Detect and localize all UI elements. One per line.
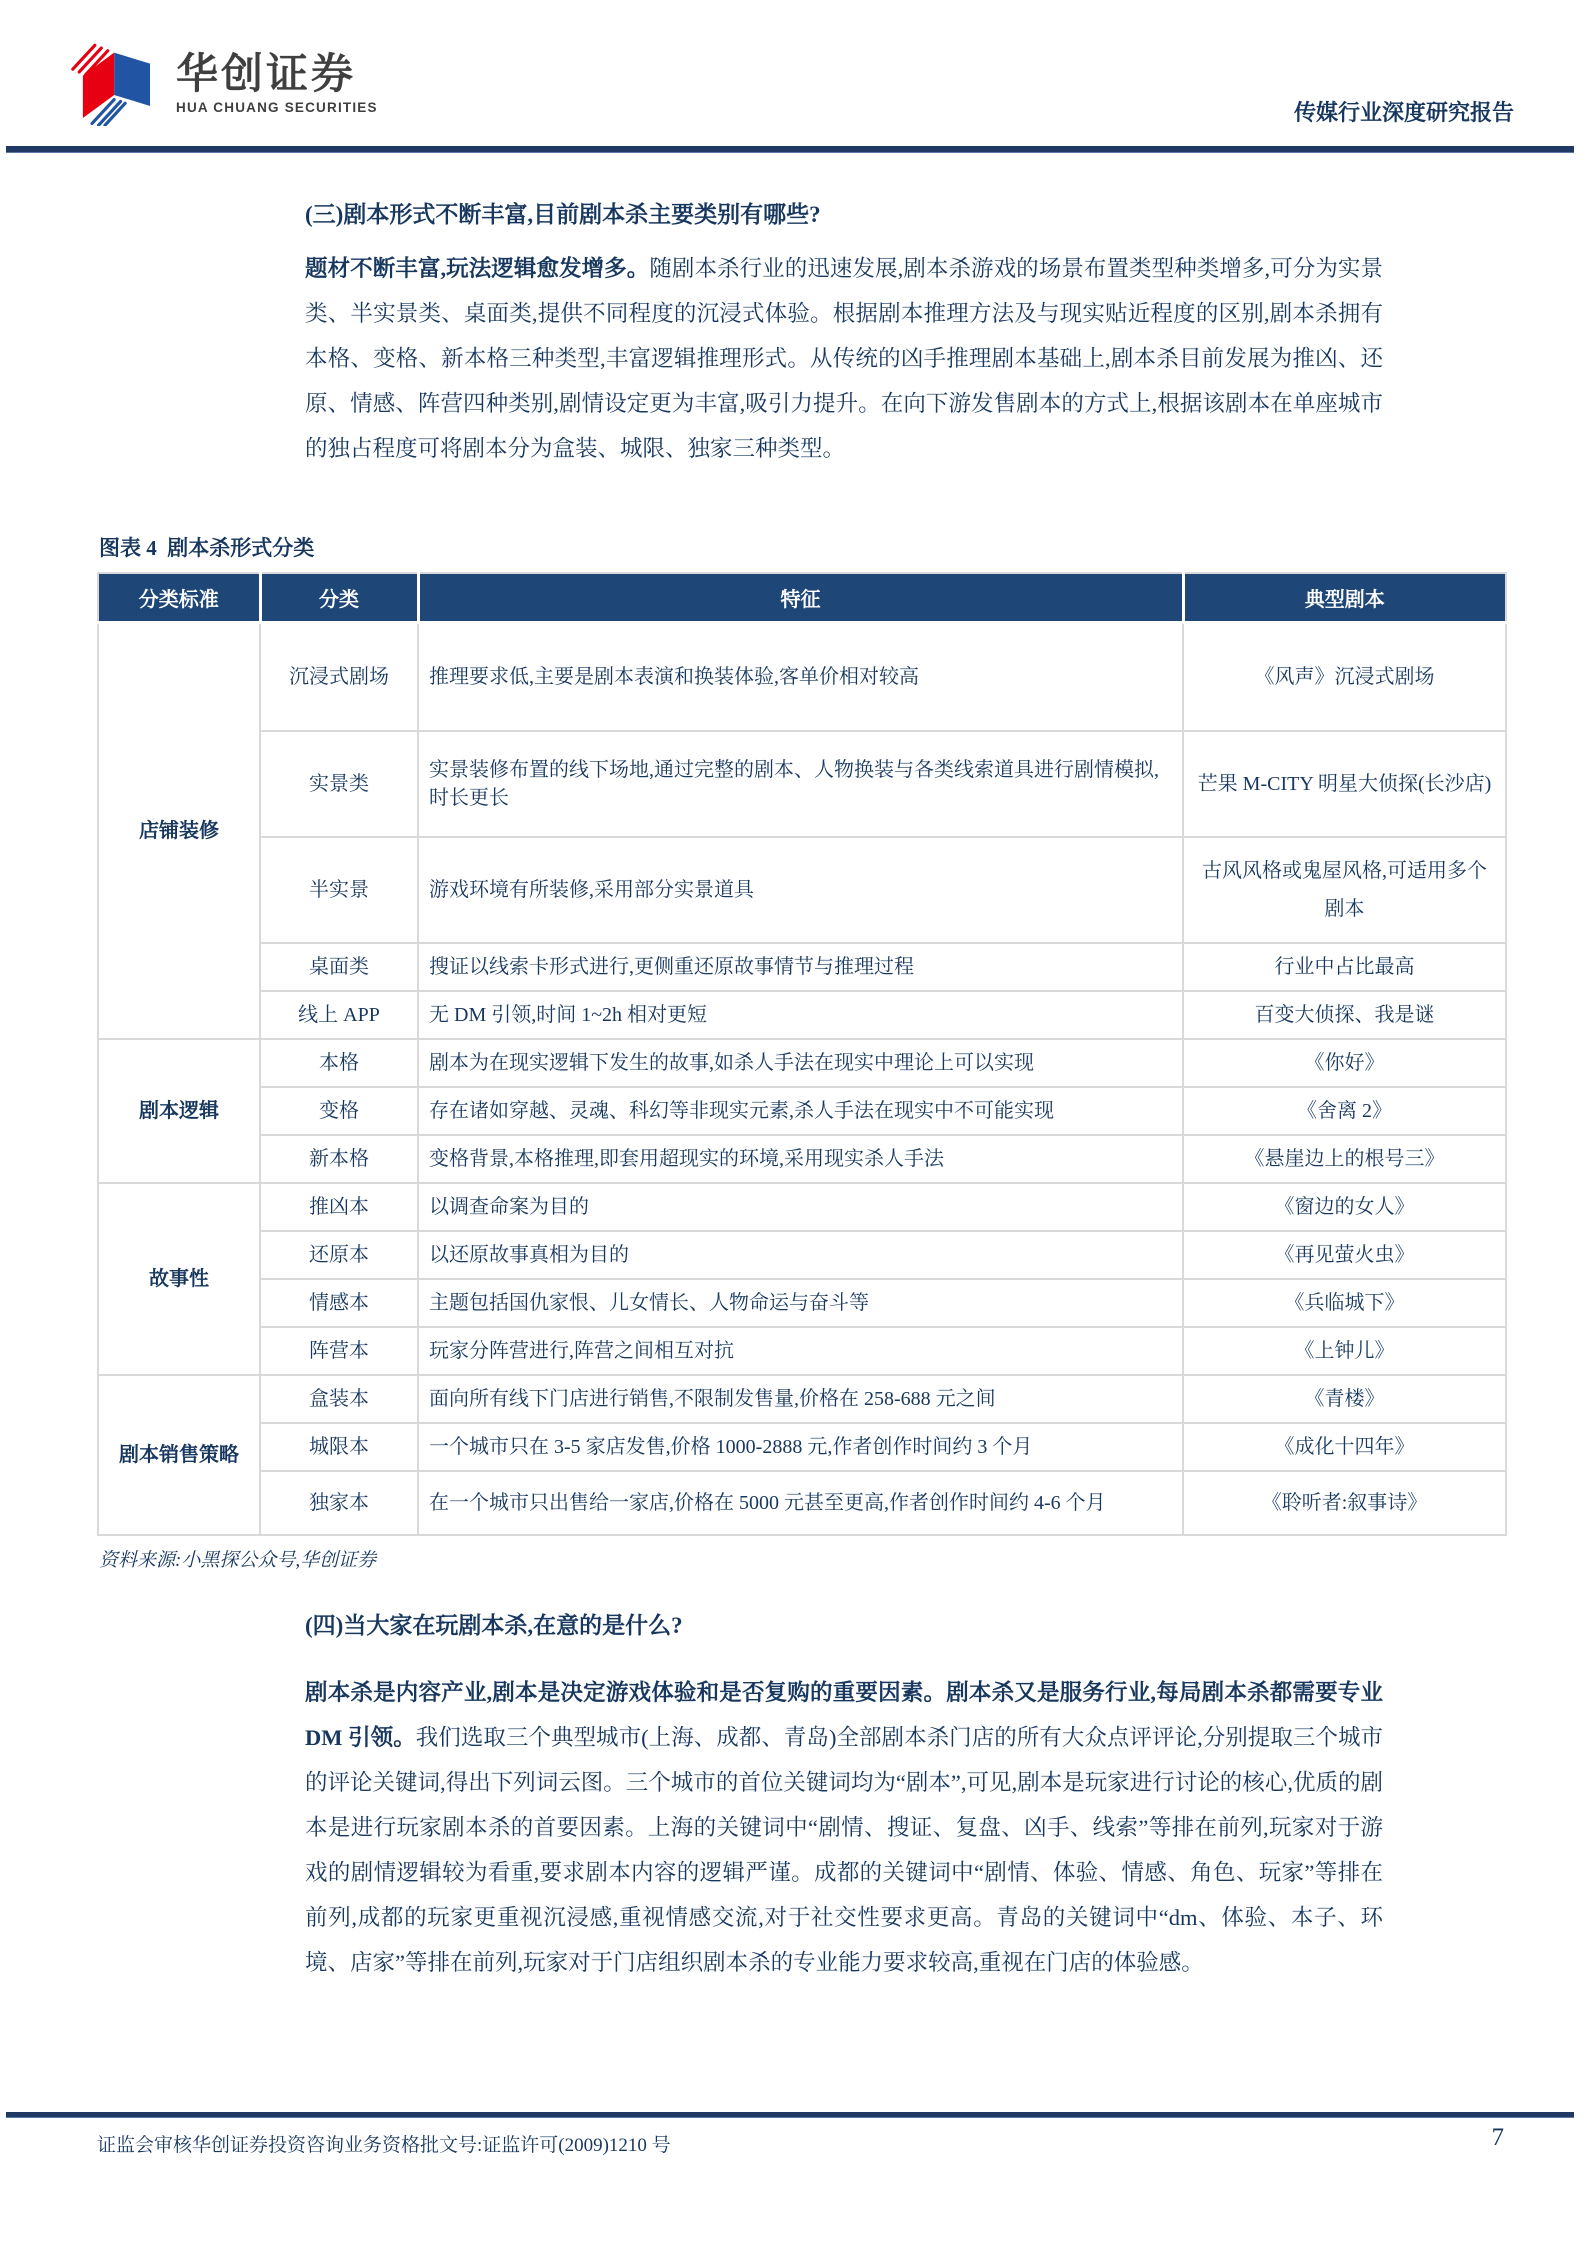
table-row	[98, 991, 1506, 1039]
category-cell: 实景类	[260, 731, 418, 837]
feature-cell: 在一个城市只出售给一家店,价格在 5000 元甚至更高,作者创作时间约 4-6 个月	[418, 1471, 1183, 1535]
category-cell: 还原本	[260, 1231, 418, 1279]
feature-cell: 存在诸如穿越、灵魂、科幻等非现实元素,杀人手法在现实中不可能实现	[418, 1087, 1183, 1135]
typical-cell: 百变大侦探、我是谜	[1183, 991, 1506, 1039]
feature-cell: 实景装修布置的线下场地,通过完整的剧本、人物换装与各类线索道具进行剧情模拟,时长更长	[418, 731, 1183, 837]
typical-cell: 古风风格或鬼屋风格,可适用多个剧本	[1183, 837, 1506, 943]
table-row	[98, 1423, 1506, 1471]
typical-cell: 《你好》	[1183, 1039, 1506, 1087]
category-cell: 情感本	[260, 1279, 418, 1327]
table-row	[98, 1231, 1506, 1279]
col-header-feature: 特征	[418, 573, 1183, 623]
section-3-lead: 题材不断丰富,玩法逻辑愈发增多。	[305, 256, 650, 281]
typical-cell: 《舍离 2》	[1183, 1087, 1506, 1135]
feature-cell: 推理要求低,主要是剧本表演和换装体验,客单价相对较高	[418, 623, 1183, 732]
feature-cell: 一个城市只在 3-5 家店发售,价格 1000-2888 元,作者创作时间约 3 个月	[418, 1423, 1183, 1471]
feature-cell: 剧本为在现实逻辑下发生的故事,如杀人手法在现实中理论上可以实现	[418, 1039, 1183, 1087]
typical-cell: 《兵临城下》	[1183, 1279, 1506, 1327]
category-cell: 沉浸式剧场	[260, 623, 418, 732]
table-row	[98, 1183, 1506, 1231]
script-kill-classification-table	[97, 572, 1507, 1536]
group-label-cell: 剧本销售策略	[98, 1375, 260, 1535]
section-4-heading: (四)当大家在玩剧本杀,在意的是什么?	[305, 1613, 683, 1638]
header-divider	[6, 146, 1574, 153]
typical-cell: 《悬崖边上的根号三》	[1183, 1135, 1506, 1183]
table-row	[98, 1375, 1506, 1423]
category-cell: 独家本	[260, 1471, 418, 1535]
feature-cell: 以调查命案为目的	[418, 1183, 1183, 1231]
company-logo	[70, 40, 378, 126]
typical-cell: 《风声》沉浸式剧场	[1183, 623, 1506, 732]
figure-4-block	[97, 532, 1505, 1572]
table-row	[98, 1135, 1506, 1183]
table-row	[98, 731, 1506, 837]
table-row	[98, 1471, 1506, 1535]
typical-cell: 《再见萤火虫》	[1183, 1231, 1506, 1279]
group-label-cell: 店铺装修	[98, 623, 260, 1040]
table-row	[98, 623, 1506, 732]
feature-cell: 游戏环境有所装修,采用部分实景道具	[418, 837, 1183, 943]
table-row	[98, 1327, 1506, 1375]
feature-cell: 玩家分阵营进行,阵营之间相互对抗	[418, 1327, 1183, 1375]
source-note: 资料来源:小黑探公众号,华创证券	[99, 1550, 377, 1571]
category-cell: 阵营本	[260, 1327, 418, 1375]
page-number: 7	[1491, 2124, 1504, 2151]
category-cell: 推凶本	[260, 1183, 418, 1231]
group-label-cell: 故事性	[98, 1183, 260, 1375]
typical-cell: 行业中占比最高	[1183, 943, 1506, 991]
table-row	[98, 943, 1506, 991]
table-row	[98, 1279, 1506, 1327]
section-4-lead: 剧本杀是内容产业,剧本是决定游戏体验和是否复购的重要因素。剧本杀又是服务行业,每局剧本杀都需要专业 DM 引领。	[305, 1680, 1383, 1750]
col-header-standard: 分类标准	[98, 573, 260, 623]
feature-cell: 变格背景,本格推理,即套用超现实的环境,采用现实杀人手法	[418, 1135, 1183, 1183]
category-cell: 线上 APP	[260, 991, 418, 1039]
feature-cell: 无 DM 引领,时间 1~2h 相对更短	[418, 991, 1183, 1039]
section-3-heading: (三)剧本形式不断丰富,目前剧本杀主要类别有哪些?	[305, 202, 821, 227]
feature-cell: 主题包括国仇家恨、儿女情长、人物命运与奋斗等	[418, 1279, 1183, 1327]
feature-cell: 搜证以线索卡形式进行,更侧重还原故事情节与推理过程	[418, 943, 1183, 991]
typical-cell: 《上钟儿》	[1183, 1327, 1506, 1375]
footer-divider	[6, 2112, 1574, 2118]
table-row	[98, 837, 1506, 943]
typical-cell: 芒果 M-CITY 明星大侦探(长沙店)	[1183, 731, 1506, 837]
category-cell: 新本格	[260, 1135, 418, 1183]
section-3-paragraph	[305, 246, 1383, 471]
section-3-body: 随剧本杀行业的迅速发展,剧本杀游戏的场景布置类型种类增多,可分为实景类、半实景类、桌面类,提供不同程度的沉浸式体验。根据剧本推理方法及与现实贴近程度的区别,剧本杀拥有本格、变格、新本格三种类型,丰富逻辑推理形式。从传统的凶手推理剧本基础上,剧本杀目前发展为推凶、还原、情感、阵营四种类别,剧情设定更为丰富,吸引力提升。在向下游发售剧本的方式上,根据该剧本在单座城市的独占程度可将剧本分为盒装、城限、独家三种类型。	[305, 256, 1383, 461]
footer-license-text: 证监会审核华创证券投资咨询业务资格批文号:证监许可(2009)1210 号	[97, 2135, 671, 2156]
category-cell: 城限本	[260, 1423, 418, 1471]
logo-cube-icon	[70, 40, 162, 126]
figure-caption: 图表 4 剧本杀形式分类	[99, 536, 315, 560]
table-row	[98, 1087, 1506, 1135]
report-type-label: 传媒行业深度研究报告	[1293, 100, 1514, 125]
col-header-typical: 典型剧本	[1183, 573, 1506, 623]
typical-cell: 《成化十四年》	[1183, 1423, 1506, 1471]
section-4-body: 我们选取三个典型城市(上海、成都、青岛)全部剧本杀门店的所有大众点评评论,分别提取三个城市的评论关键词,得出下列词云图。三个城市的首位关键词均为“剧本”,可见,剧本是玩家进行讨论的核心,优质的剧本是进行玩家剧本杀的首要因素。上海的关键词中“剧情、搜证、复盘、凶手、线索”等排在前列,玩家对于游戏的剧情逻辑较为看重,要求剧本内容的逻辑严谨。成都的关键词中“剧情、体验、情感、角色、玩家”等排在前列,成都的玩家更重视沉浸感,重视情感交流,对于社交性要求更高。青岛的关键词中“dm、体验、本子、环境、店家”等排在前列,玩家对于门店组织剧本杀的专业能力要求较高,重视在门店的体验感。	[305, 1725, 1383, 1975]
logo-company-name: 华创证券	[176, 50, 357, 98]
category-cell: 半实景	[260, 837, 418, 943]
typical-cell: 《青楼》	[1183, 1375, 1506, 1423]
section-4-paragraph	[305, 1670, 1383, 1985]
table-header-row	[98, 573, 1506, 623]
table-row	[98, 1039, 1506, 1087]
category-cell: 变格	[260, 1087, 418, 1135]
group-label-cell: 剧本逻辑	[98, 1039, 260, 1183]
category-cell: 盒装本	[260, 1375, 418, 1423]
figure-table-body	[98, 623, 1506, 1536]
typical-cell: 《聆听者:叙事诗》	[1183, 1471, 1506, 1535]
col-header-category: 分类	[260, 573, 418, 623]
feature-cell: 以还原故事真相为目的	[418, 1231, 1183, 1279]
logo-company-name-en: HUA CHUANG SECURITIES	[176, 99, 378, 115]
feature-cell: 面向所有线下门店进行销售,不限制发售量,价格在 258-688 元之间	[418, 1375, 1183, 1423]
typical-cell: 《窗边的女人》	[1183, 1183, 1506, 1231]
category-cell: 本格	[260, 1039, 418, 1087]
category-cell: 桌面类	[260, 943, 418, 991]
